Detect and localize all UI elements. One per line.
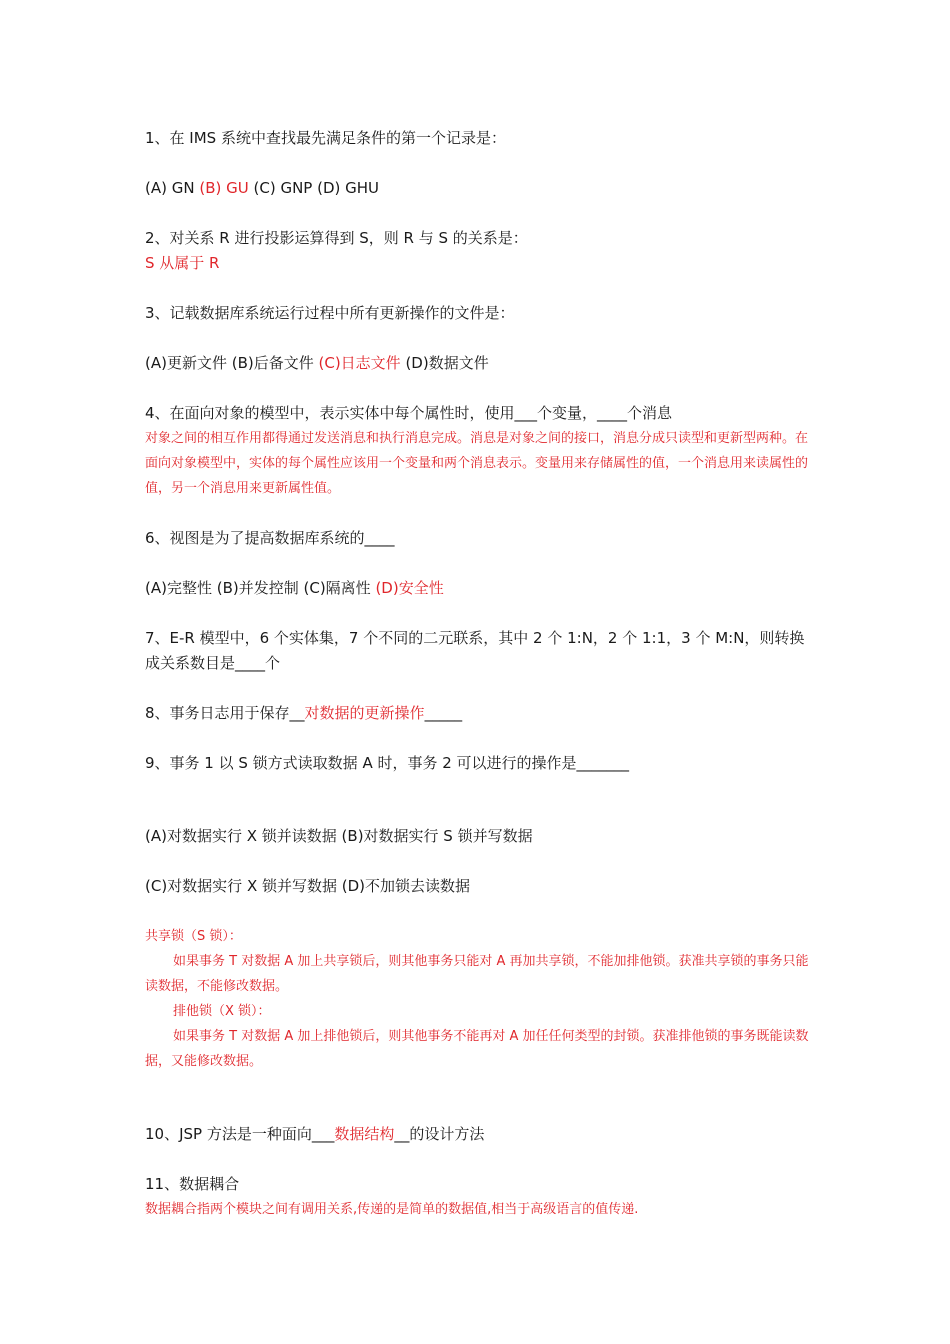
question-2: 2、对关系 R 进行投影运算得到 S，则 R 与 S 的关系是：	[145, 229, 528, 247]
question-10-suffix: __的设计方法	[394, 1125, 485, 1143]
question-10	[145, 1122, 810, 1147]
question-3-options	[145, 351, 810, 376]
question-9-options-ab: (A)对数据实行 X 锁并读数据 (B)对数据实行 S 锁并写数据	[145, 827, 533, 845]
question-6-options	[145, 576, 810, 601]
shared-lock-title: 共享锁（S 锁）：	[145, 929, 242, 944]
option-a: (A) GN	[145, 179, 200, 197]
question-1: 1、在 IMS 系统中查找最先满足条件的第一个记录是：	[145, 129, 506, 147]
question-11: 11、数据耦合	[145, 1175, 240, 1193]
question-1-options	[145, 176, 810, 201]
document-body	[145, 126, 810, 1222]
option-a-b-c: (A)完整性 (B)并发控制 (C)隔离性	[145, 579, 376, 597]
question-8	[145, 701, 810, 726]
answer-option-b: (B) GU	[199, 179, 249, 197]
question-4: 4、在面向对象的模型中，表示实体中每个属性时，使用___个变量，____个消息	[145, 404, 673, 422]
question-8-answer: 对数据的更新操作	[304, 704, 425, 722]
question-8-suffix: _____	[424, 704, 463, 722]
question-2-answer: S 从属于 R	[145, 254, 220, 272]
question-11-explanation: 数据耦合指两个模块之间有调用关系,传递的是简单的数据值,相当于高级语言的值传递.	[145, 1202, 639, 1217]
question-10-answer: 数据结构	[334, 1125, 395, 1143]
question-3: 3、记载数据库系统运行过程中所有更新操作的文件是：	[145, 304, 515, 322]
option-c-d: (C) GNP (D) GHU	[248, 179, 380, 197]
question-10-prefix: 10、JSP 方法是一种面向___	[145, 1125, 335, 1143]
question-9: 9、事务 1 以 S 锁方式读取数据 A 时，事务 2 可以进行的操作是_______	[145, 754, 630, 772]
exclusive-lock-title: 排他锁（X 锁）：	[173, 1004, 271, 1019]
answer-option-c: (C)日志文件	[318, 354, 401, 372]
question-6: 6、视图是为了提高数据库系统的____	[145, 529, 395, 547]
question-4-explanation: 对象之间的相互作用都得通过发送消息和执行消息完成。消息是对象之间的接口，消息分成只读型和更新型两种。在面向对象模型中，实体的每个属性应该用一个变量和两个消息表示。变量用来存储属性的值，一个消息用来读属性的值，另一个消息用来更新属性值。	[145, 431, 809, 496]
question-8-prefix: 8、事务日志用于保存__	[145, 704, 305, 722]
question-9-options-cd: (C)对数据实行 X 锁并写数据 (D)不加锁去读数据	[145, 877, 471, 895]
answer-option-d: (D)安全性	[375, 579, 444, 597]
question-7: 7、E-R 模型中，6 个实体集，7 个不同的二元联系，其中 2 个 1:N，2 个 1:1，3 个 M:N，则转换成关系数目是____个	[145, 629, 805, 672]
exclusive-lock-body: 如果事务 T 对数据 A 加上排他锁后，则其他事务不能再对 A 加任任何类型的封锁。获准排他锁的事务既能读数据，又能修改数据。	[145, 1029, 809, 1069]
option-d: (D)数据文件	[400, 354, 489, 372]
option-a-b: (A)更新文件 (B)后备文件	[145, 354, 319, 372]
shared-lock-body: 如果事务 T 对数据 A 加上共享锁后，则其他事务只能对 A 再加共享锁，不能加排他锁。获准共享锁的事务只能读数据，不能修改数据。	[145, 954, 809, 994]
